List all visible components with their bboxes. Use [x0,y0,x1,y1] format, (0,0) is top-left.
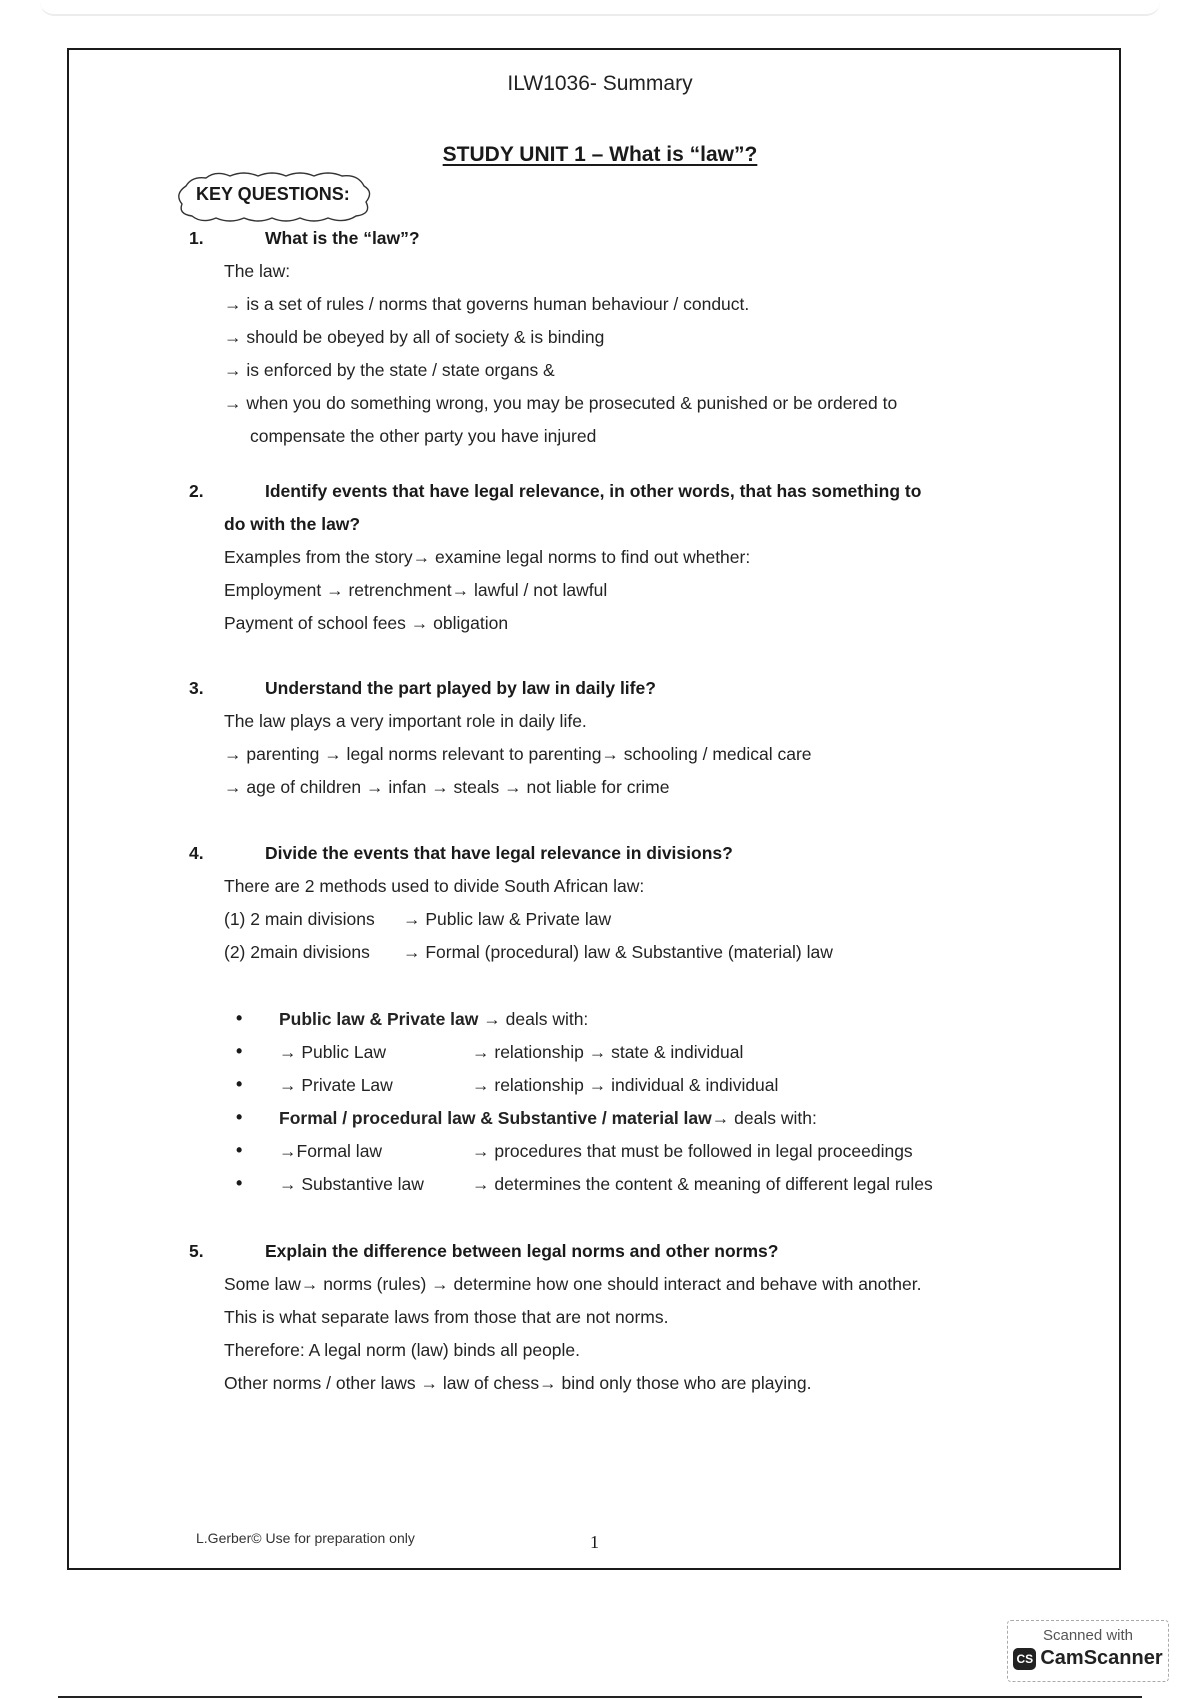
q2-number: 2. [189,481,204,501]
q5-line: Other norms / other laws → law of chess→ bind only those who are playing. [224,1373,812,1393]
q2-line: Employment → retrenchment→ lawful / not lawful [224,580,608,600]
top-edge-strip [40,0,1160,16]
q1-line: compensate the other party you have injured [250,426,597,446]
q5-heading: Explain the difference between legal norms and other norms? [265,1241,779,1261]
camscanner-badge [1007,1620,1169,1682]
q4-bullet-rest: → deals with: [711,1108,817,1128]
q2-heading-continued: do with the law? [224,514,361,534]
q4-bullet-rest: → deals with: [478,1009,589,1029]
study-unit-title [0,143,1200,167]
key-questions-callout [172,168,377,224]
q4-bullet-desc: → determines the content & meaning of different legal rules [472,1174,933,1194]
q2-line: Examples from the story→ examine legal norms to find out whether: [224,547,751,567]
q5-number: 5. [189,1241,204,1261]
q1-line: The law: [224,261,291,281]
scanned-with-label: Scanned with [1042,1627,1134,1644]
bottom-divider [58,1696,1142,1698]
q2-heading: Identify events that have legal relevance, in other words, that has something to [265,481,922,501]
page-number: 1 [590,1532,599,1552]
q4-heading: Divide the events that have legal relevance in divisions? [265,843,733,863]
q4-method-value: → Formal (procedural) law & Substantive (material) law [403,942,833,962]
camscanner-name: CamScanner [1040,1647,1163,1669]
q4-bullet-bold: Formal / procedural law & Substantive / material law [279,1108,712,1128]
q4-bullet-text [279,1108,817,1129]
q1-heading: What is the “law”? [265,228,420,248]
bullet: • [236,1041,243,1061]
q1-line: → when you do something wrong, you may be prosecuted & punished or be ordered to [224,393,898,413]
q5-line: Some law→ norms (rules) → determine how one should interact and behave with another. [224,1274,922,1294]
bullet: • [236,1074,243,1094]
footer-copyright-note: L.Gerber© Use for preparation only [196,1530,415,1546]
q4-bullet-bold: Public law & Private law [279,1009,479,1029]
q5-line: This is what separate laws from those that are not norms. [224,1307,669,1327]
q4-bullet-desc: → procedures that must be followed in legal proceedings [472,1141,913,1161]
key-questions-label: KEY QUESTIONS: [196,184,350,204]
q4-method-value: → Public law & Private law [403,909,612,929]
study-unit-title-text: STUDY UNIT 1 – What is “law”? [442,143,758,166]
q4-bullet-desc: → relationship → state & individual [472,1042,744,1062]
bullet: • [236,1173,243,1193]
q3-heading: Understand the part played by law in daily life? [265,678,656,698]
q4-number: 4. [189,843,204,863]
q3-line: → parenting → legal norms relevant to parenting→ schooling / medical care [224,744,812,764]
q4-bullet-desc: → relationship → individual & individual [472,1075,779,1095]
document-title: ILW1036- Summary [507,72,693,95]
q4-line: There are 2 methods used to divide South African law: [224,876,645,896]
q4-bullet-term: → Public Law [279,1042,386,1062]
q1-line: → is a set of rules / norms that governs human behaviour / conduct. [224,294,750,314]
bullet: • [236,1107,243,1127]
camscanner-logo-icon: CS [1013,1648,1036,1670]
q4-bullet-term: →Formal law [279,1141,383,1161]
q4-bullet-term: → Private Law [279,1075,393,1095]
q4-method-label: (1) 2 main divisions [224,909,375,929]
q3-line: → age of children → infan → steals → not liable for crime [224,777,670,797]
q5-line: Therefore: A legal norm (law) binds all people. [224,1340,581,1360]
q1-number: 1. [189,228,204,248]
q1-line: → is enforced by the state / state organs & [224,360,555,380]
q4-bullet-term: → Substantive law [279,1174,424,1194]
q3-line: The law plays a very important role in daily life. [224,711,587,731]
q1-line: → should be obeyed by all of society & is binding [224,327,605,347]
q4-method-label: (2) 2main divisions [224,942,370,962]
bullet: • [236,1140,243,1160]
camscanner-brand [1008,1647,1168,1670]
q2-line: Payment of school fees → obligation [224,613,509,633]
q3-number: 3. [189,678,204,698]
bullet: • [236,1008,243,1028]
q4-bullet-text [279,1009,588,1030]
